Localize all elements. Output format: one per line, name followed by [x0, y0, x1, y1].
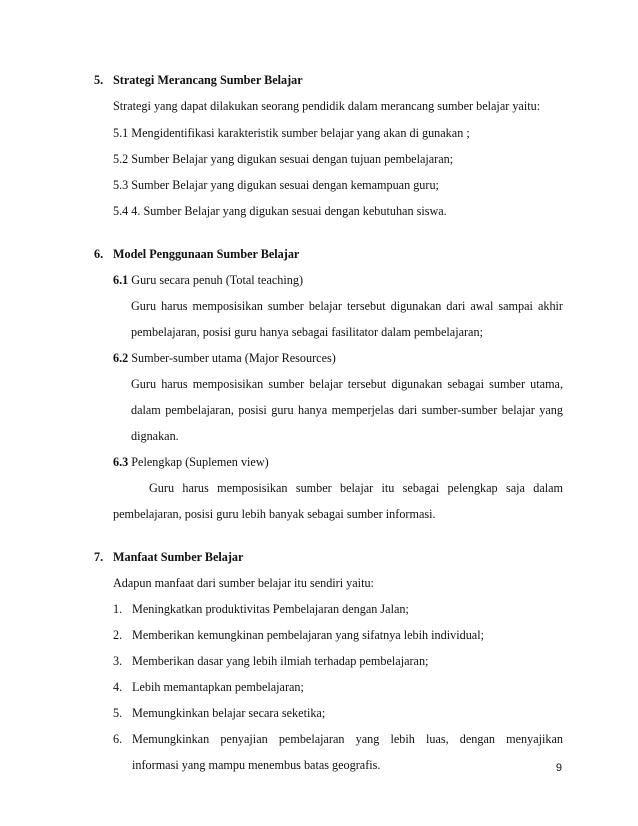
- section-number: 7.: [94, 550, 104, 564]
- subsection-label: Guru secara penuh (Total teaching): [131, 273, 304, 287]
- list-item-continuation: informasi yang mampu menembus batas geografis.: [132, 758, 381, 772]
- section-number: 6.: [94, 247, 104, 261]
- list-text: Lebih memantapkan pembelajaran;: [132, 680, 304, 694]
- subsection-number: 6.3: [113, 455, 129, 469]
- paragraph-line: Guru harus memposisikan sumber belajar tersebut digunakan sebagai sumber utama,: [131, 377, 563, 391]
- section-5-heading: [94, 72, 303, 88]
- list-number: 5.: [113, 706, 123, 720]
- section-6-heading: [94, 246, 299, 262]
- paragraph-line: Guru harus memposisikan sumber belajar tersebut digunakan dari awal sampai akhir: [131, 299, 563, 313]
- subsection-6-2: [113, 350, 336, 366]
- paragraph-line: dignakan.: [131, 429, 179, 443]
- subsection-number: 6.1: [113, 273, 129, 287]
- subsection-label: Sumber-sumber utama (Major Resources): [131, 351, 336, 365]
- page-number: 9: [555, 762, 562, 774]
- paragraph-line: Guru harus memposisikan sumber belajar itu sebagai pelengkap saja dalam: [149, 481, 563, 495]
- section-7-heading: [94, 549, 243, 565]
- list-number: 3.: [113, 654, 123, 668]
- section-7-intro: Adapun manfaat dari sumber belajar itu sendiri yaitu:: [113, 576, 374, 590]
- list-item: [113, 627, 484, 643]
- list-item: [113, 731, 563, 747]
- list-number: 4.: [113, 680, 123, 694]
- paragraph-line: pembelajaran, posisi guru hanya sebagai fasilitator dalam pembelajaran;: [131, 325, 483, 339]
- list-item: [113, 705, 325, 721]
- list-number: 2.: [113, 628, 123, 642]
- list-item: 5.4 4. Sumber Belajar yang digukan sesuai dengan kebutuhan siswa.: [113, 204, 447, 218]
- section-title: Strategi Merancang Sumber Belajar: [113, 73, 303, 87]
- section-5-intro: Strategi yang dapat dilakukan seorang pendidik dalam merancang sumber belajar yaitu:: [113, 99, 541, 113]
- list-item: 5.2 Sumber Belajar yang digukan sesuai dengan tujuan pembelajaran;: [113, 152, 454, 166]
- section-title: Model Penggunaan Sumber Belajar: [113, 247, 300, 261]
- section-number: 5.: [94, 73, 104, 87]
- list-text: Memungkinkan penyajian pembelajaran yang lebih luas, dengan menyajikan: [132, 732, 563, 746]
- subsection-number: 6.2: [113, 351, 129, 365]
- subsection-label: Pelengkap (Suplemen view): [131, 455, 269, 469]
- list-item: [113, 653, 428, 669]
- list-text: Meningkatkan produktivitas Pembelajaran dengan Jalan;: [132, 602, 409, 616]
- subsection-6-3: [113, 454, 269, 470]
- list-text: Memberikan dasar yang lebih ilmiah terhadap pembelajaran;: [132, 654, 429, 668]
- list-item: 5.3 Sumber Belajar yang digukan sesuai dengan kemampuan guru;: [113, 178, 439, 192]
- list-text: Memberikan kemungkinan pembelajaran yang sifatnya lebih individual;: [132, 628, 484, 642]
- list-number: 1.: [113, 602, 123, 616]
- list-text: Memungkinkan belajar secara seketika;: [132, 706, 326, 720]
- list-number: 6.: [113, 732, 123, 746]
- paragraph-line: dalam pembelajaran, posisi guru hanya memperjelas dari sumber-sumber belajar yang: [131, 403, 563, 417]
- section-title: Manfaat Sumber Belajar: [113, 550, 244, 564]
- subsection-6-1: [113, 272, 303, 288]
- list-item: [113, 601, 409, 617]
- paragraph-line: pembelajaran, posisi guru lebih banyak sebagai sumber informasi.: [113, 507, 436, 521]
- list-item: [113, 679, 304, 695]
- list-item: 5.1 Mengidentifikasi karakteristik sumber belajar yang akan di gunakan ;: [113, 126, 470, 140]
